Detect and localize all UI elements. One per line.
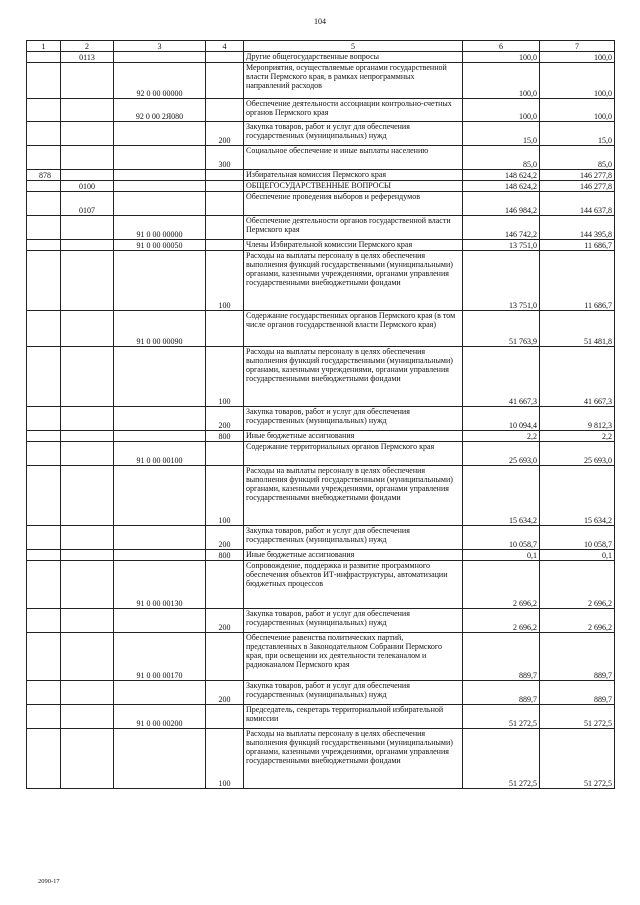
amount-year2-cell: 10 058,7 <box>540 526 615 550</box>
amount-year2-cell: 41 667,3 <box>540 347 615 407</box>
amount-year1-cell: 146 984,2 <box>463 192 540 216</box>
table-row <box>27 99 615 122</box>
amount-year1-cell: 13 751,0 <box>463 251 540 311</box>
owner-code-cell <box>27 681 61 705</box>
amount-year2-cell: 146 277,8 <box>540 181 615 192</box>
section-code-cell <box>61 705 114 729</box>
header-cell: 5 <box>244 41 463 52</box>
owner-code-cell <box>27 240 61 251</box>
target-article-cell <box>114 431 206 442</box>
amount-year2-cell: 85,0 <box>540 146 615 170</box>
owner-code-cell <box>27 181 61 192</box>
section-code-cell <box>61 170 114 181</box>
expense-type-cell <box>206 216 244 240</box>
owner-code-cell <box>27 63 61 99</box>
section-code-cell <box>61 216 114 240</box>
target-article-cell <box>114 407 206 431</box>
header-cell: 6 <box>463 41 540 52</box>
section-code-cell <box>61 99 114 122</box>
amount-year2-cell: 25 693,0 <box>540 442 615 466</box>
section-code-cell <box>61 240 114 251</box>
expense-type-cell: 200 <box>206 609 244 633</box>
amount-year2-cell: 15,0 <box>540 122 615 146</box>
table-row <box>27 311 615 347</box>
amount-year1-cell: 15,0 <box>463 122 540 146</box>
expense-type-cell: 100 <box>206 347 244 407</box>
section-code-cell <box>61 63 114 99</box>
amount-year2-cell: 100,0 <box>540 52 615 63</box>
owner-code-cell <box>27 561 61 609</box>
item-name-cell: Закупка товаров, работ и услуг для обеспечения государственных (муниципальных) нужд <box>244 122 463 146</box>
table-row <box>27 431 615 442</box>
owner-code-cell <box>27 99 61 122</box>
section-code-cell <box>61 311 114 347</box>
table-row <box>27 240 615 251</box>
section-code-cell <box>61 681 114 705</box>
owner-code-cell: 878 <box>27 170 61 181</box>
section-code-cell <box>61 609 114 633</box>
owner-code-cell <box>27 146 61 170</box>
section-code-cell <box>61 729 114 789</box>
owner-code-cell <box>27 609 61 633</box>
target-article-cell <box>114 347 206 407</box>
section-code-cell: 0113 <box>61 52 114 63</box>
amount-year2-cell: 2 696,2 <box>540 561 615 609</box>
item-name-cell: Избирательная комиссия Пермского края <box>244 170 463 181</box>
amount-year1-cell: 889,7 <box>463 633 540 681</box>
target-article-cell <box>114 122 206 146</box>
amount-year1-cell: 10 058,7 <box>463 526 540 550</box>
item-name-cell: Иные бюджетные ассигнования <box>244 550 463 561</box>
section-code-cell <box>61 251 114 311</box>
amount-year1-cell: 41 667,3 <box>463 347 540 407</box>
amount-year2-cell: 51 272,5 <box>540 729 615 789</box>
target-article-cell: 91 0 00 00200 <box>114 705 206 729</box>
item-name-cell: Обеспечение деятельности ассоциации контрольно-счетных органов Пермского края <box>244 99 463 122</box>
target-article-cell <box>114 466 206 526</box>
section-code-cell: 0100 <box>61 181 114 192</box>
amount-year1-cell: 100,0 <box>463 63 540 99</box>
item-name-cell: Обеспечение деятельности органов государственной власти Пермского края <box>244 216 463 240</box>
owner-code-cell <box>27 550 61 561</box>
amount-year2-cell: 146 277,8 <box>540 170 615 181</box>
target-article-cell: 91 0 00 00130 <box>114 561 206 609</box>
expense-type-cell <box>206 240 244 251</box>
expense-type-cell: 100 <box>206 251 244 311</box>
item-name-cell: ОБЩЕГОСУДАРСТВЕННЫЕ ВОПРОСЫ <box>244 181 463 192</box>
target-article-cell: 91 0 00 00000 <box>114 216 206 240</box>
owner-code-cell <box>27 192 61 216</box>
target-article-cell: 92 0 00 2Я080 <box>114 99 206 122</box>
amount-year2-cell: 11 686,7 <box>540 240 615 251</box>
item-name-cell: Иные бюджетные ассигнования <box>244 431 463 442</box>
section-code-cell: 0107 <box>61 192 114 216</box>
target-article-cell <box>114 181 206 192</box>
table-row <box>27 192 615 216</box>
amount-year1-cell: 51 763,9 <box>463 311 540 347</box>
amount-year1-cell: 889,7 <box>463 681 540 705</box>
owner-code-cell <box>27 442 61 466</box>
target-article-cell <box>114 729 206 789</box>
expense-type-cell: 800 <box>206 550 244 561</box>
table-row <box>27 526 615 550</box>
table-row <box>27 216 615 240</box>
table-row <box>27 442 615 466</box>
expense-type-cell: 100 <box>206 729 244 789</box>
amount-year1-cell: 15 634,2 <box>463 466 540 526</box>
item-name-cell: Председатель, секретарь территориальной избирательной комиссии <box>244 705 463 729</box>
amount-year2-cell: 51 272,5 <box>540 705 615 729</box>
amount-year1-cell: 10 094,4 <box>463 407 540 431</box>
section-code-cell <box>61 347 114 407</box>
section-code-cell <box>61 442 114 466</box>
amount-year1-cell: 2,2 <box>463 431 540 442</box>
header-cell: 7 <box>540 41 615 52</box>
expense-type-cell: 300 <box>206 146 244 170</box>
expense-type-cell: 200 <box>206 681 244 705</box>
expense-type-cell <box>206 633 244 681</box>
page-number: 104 <box>314 17 326 26</box>
amount-year1-cell: 0,1 <box>463 550 540 561</box>
table-row <box>27 633 615 681</box>
target-article-cell <box>114 146 206 170</box>
expense-type-cell <box>206 181 244 192</box>
owner-code-cell <box>27 729 61 789</box>
amount-year2-cell: 15 634,2 <box>540 466 615 526</box>
section-code-cell <box>61 146 114 170</box>
expense-type-cell: 800 <box>206 431 244 442</box>
owner-code-cell <box>27 633 61 681</box>
header-cell: 4 <box>206 41 244 52</box>
budget-table <box>26 40 615 789</box>
header-cell: 1 <box>27 41 61 52</box>
section-code-cell <box>61 550 114 561</box>
item-name-cell: Другие общегосударственные вопросы <box>244 52 463 63</box>
table-row <box>27 729 615 789</box>
footer-code: 2090-17 <box>38 878 60 885</box>
table-row <box>27 181 615 192</box>
target-article-cell: 91 0 00 00050 <box>114 240 206 251</box>
section-code-cell <box>61 122 114 146</box>
amount-year1-cell: 13 751,0 <box>463 240 540 251</box>
amount-year2-cell: 9 812,3 <box>540 407 615 431</box>
item-name-cell: Члены Избирательной комиссии Пермского края <box>244 240 463 251</box>
amount-year1-cell: 2 696,2 <box>463 609 540 633</box>
item-name-cell: Сопровождение, поддержка и развитие программного обеспечения объектов ИТ-инфраструктуры, автоматизации бюджетных процессов <box>244 561 463 609</box>
header-cell: 3 <box>114 41 206 52</box>
table-header-row <box>27 41 615 52</box>
table-row <box>27 170 615 181</box>
expense-type-cell <box>206 311 244 347</box>
target-article-cell <box>114 251 206 311</box>
table-row <box>27 146 615 170</box>
expense-type-cell <box>206 170 244 181</box>
amount-year1-cell: 148 624,2 <box>463 181 540 192</box>
section-code-cell <box>61 466 114 526</box>
amount-year2-cell: 100,0 <box>540 63 615 99</box>
item-name-cell: Социальное обеспечение и иные выплаты населению <box>244 146 463 170</box>
section-code-cell <box>61 526 114 550</box>
expense-type-cell <box>206 561 244 609</box>
amount-year1-cell: 25 693,0 <box>463 442 540 466</box>
table-row <box>27 466 615 526</box>
table-row <box>27 63 615 99</box>
amount-year1-cell: 100,0 <box>463 99 540 122</box>
table-row <box>27 705 615 729</box>
item-name-cell: Обеспечение проведения выборов и референдумов <box>244 192 463 216</box>
owner-code-cell <box>27 466 61 526</box>
expense-type-cell <box>206 63 244 99</box>
expense-type-cell: 200 <box>206 407 244 431</box>
target-article-cell <box>114 52 206 63</box>
expense-type-cell: 100 <box>206 466 244 526</box>
owner-code-cell <box>27 407 61 431</box>
target-article-cell: 91 0 00 00100 <box>114 442 206 466</box>
item-name-cell: Расходы на выплаты персоналу в целях обеспечения выполнения функций государственными (муниципальными) органами, казенными учреждениями, органами управления государственными внебюджетными фондами <box>244 347 463 407</box>
amount-year1-cell: 51 272,5 <box>463 705 540 729</box>
expense-type-cell <box>206 705 244 729</box>
amount-year1-cell: 146 742,2 <box>463 216 540 240</box>
table-row <box>27 407 615 431</box>
section-code-cell <box>61 561 114 609</box>
item-name-cell: Мероприятия, осуществляемые органами государственной власти Пермского края, в рамках непрограммных направлений расходов <box>244 63 463 99</box>
item-name-cell: Содержание территориальных органов Пермского края <box>244 442 463 466</box>
target-article-cell: 92 0 00 00000 <box>114 63 206 99</box>
table-row <box>27 561 615 609</box>
expense-type-cell: 200 <box>206 526 244 550</box>
amount-year2-cell: 889,7 <box>540 681 615 705</box>
table-row <box>27 251 615 311</box>
header-cell: 2 <box>61 41 114 52</box>
expense-type-cell <box>206 99 244 122</box>
expense-type-cell: 200 <box>206 122 244 146</box>
target-article-cell <box>114 192 206 216</box>
amount-year2-cell: 144 637,8 <box>540 192 615 216</box>
amount-year2-cell: 2 696,2 <box>540 609 615 633</box>
expense-type-cell <box>206 52 244 63</box>
owner-code-cell <box>27 122 61 146</box>
item-name-cell: Закупка товаров, работ и услуг для обеспечения государственных (муниципальных) нужд <box>244 407 463 431</box>
owner-code-cell <box>27 216 61 240</box>
item-name-cell: Обеспечение равенства политических партий, представленных в Законодательном Собрании Пермского края, при освещении их деятельности телеканалом и радиоканалом Пермского края <box>244 633 463 681</box>
owner-code-cell <box>27 52 61 63</box>
amount-year2-cell: 11 686,7 <box>540 251 615 311</box>
item-name-cell: Расходы на выплаты персоналу в целях обеспечения выполнения функций государственными (муниципальными) органами, казенными учреждениями, органами управления государственными внебюджетными фондами <box>244 251 463 311</box>
section-code-cell <box>61 407 114 431</box>
item-name-cell: Закупка товаров, работ и услуг для обеспечения государственных (муниципальных) нужд <box>244 609 463 633</box>
owner-code-cell <box>27 526 61 550</box>
section-code-cell <box>61 431 114 442</box>
target-article-cell <box>114 170 206 181</box>
target-article-cell: 91 0 00 00090 <box>114 311 206 347</box>
owner-code-cell <box>27 251 61 311</box>
amount-year2-cell: 100,0 <box>540 99 615 122</box>
amount-year1-cell: 148 624,2 <box>463 170 540 181</box>
table-row <box>27 681 615 705</box>
amount-year1-cell: 100,0 <box>463 52 540 63</box>
amount-year2-cell: 2,2 <box>540 431 615 442</box>
table-row <box>27 347 615 407</box>
amount-year1-cell: 2 696,2 <box>463 561 540 609</box>
expense-type-cell <box>206 192 244 216</box>
amount-year1-cell: 85,0 <box>463 146 540 170</box>
amount-year2-cell: 889,7 <box>540 633 615 681</box>
owner-code-cell <box>27 347 61 407</box>
amount-year2-cell: 51 481,8 <box>540 311 615 347</box>
owner-code-cell <box>27 705 61 729</box>
table-row <box>27 609 615 633</box>
item-name-cell: Расходы на выплаты персоналу в целях обеспечения выполнения функций государственными (муниципальными) органами, казенными учреждениями, органами управления государственными внебюджетными фондами <box>244 729 463 789</box>
expense-type-cell <box>206 442 244 466</box>
amount-year1-cell: 51 272,5 <box>463 729 540 789</box>
target-article-cell <box>114 609 206 633</box>
item-name-cell: Закупка товаров, работ и услуг для обеспечения государственных (муниципальных) нужд <box>244 526 463 550</box>
item-name-cell: Расходы на выплаты персоналу в целях обеспечения выполнения функций государственными (муниципальными) органами, казенными учреждениями, органами управления государственными внебюджетными фондами <box>244 466 463 526</box>
table-row <box>27 550 615 561</box>
item-name-cell: Закупка товаров, работ и услуг для обеспечения государственных (муниципальных) нужд <box>244 681 463 705</box>
target-article-cell <box>114 526 206 550</box>
target-article-cell <box>114 550 206 561</box>
table-row <box>27 122 615 146</box>
section-code-cell <box>61 633 114 681</box>
amount-year2-cell: 144 395,8 <box>540 216 615 240</box>
owner-code-cell <box>27 431 61 442</box>
amount-year2-cell: 0,1 <box>540 550 615 561</box>
owner-code-cell <box>27 311 61 347</box>
table-row <box>27 52 615 63</box>
target-article-cell <box>114 681 206 705</box>
target-article-cell: 91 0 00 00170 <box>114 633 206 681</box>
item-name-cell: Содержание государственных органов Пермского края (в том числе органов государственной власти Пермского края) <box>244 311 463 347</box>
